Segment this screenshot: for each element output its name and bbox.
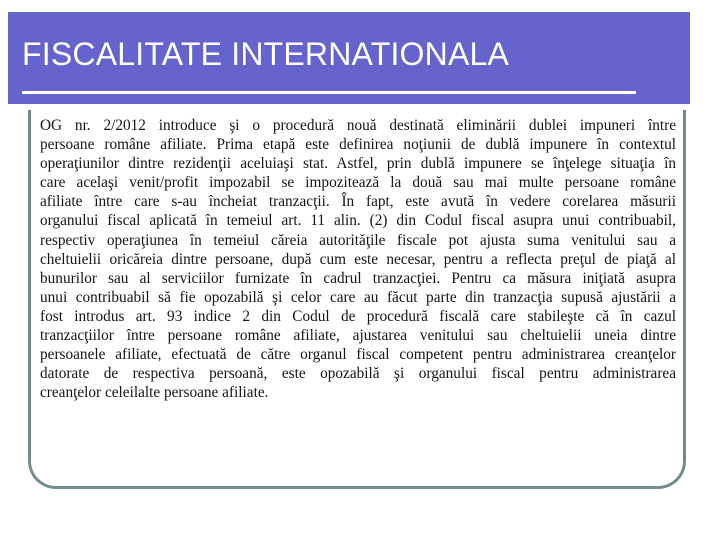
page-title: FISCALITATE INTERNATIONALA	[22, 36, 510, 72]
document-body	[40, 116, 676, 402]
body-line: fost introdus art. 93 indice 2 din Codul de procedură fiscală care stabileşte că în cazul	[40, 307, 676, 325]
body-line: care acelaşi venit/profit impozabil se impozitează la două sau mai multe persoane române	[40, 174, 676, 192]
body-line: bunurilor sau al serviciilor furnizate în cadrul tranzacţiei. Pentru ca măsura iniţiată asupra	[40, 269, 676, 287]
body-line: persoanele afiliate, efectuată de către organul fiscal competent pentru administrarea creanţelor	[40, 346, 676, 364]
body-line: afiliate între care s-au încheiat tranzacţii. În fapt, este avută în vedere corelarea măsurii	[40, 193, 676, 211]
body-line: unui contribuabil să fie opozabilă şi celor care au făcut parte din tranzacţia supusă ajustării a	[40, 288, 676, 306]
body-line: persoane române afiliate. Prima etapă este definirea noţiunii de dublă impunere în contextul	[40, 136, 676, 154]
body-line: datorate de respectiva persoană, este opozabilă şi organului fiscal pentru administrarea	[40, 365, 676, 383]
body-line: cheltuielii oricăreia dintre persoane, după cum este necesar, pentru a reflecta preţul de piaţă al	[40, 250, 676, 268]
body-line: organului fiscal aplicată în temeiul art. 11 alin. (2) din Codul fiscal asupra unui contribuabil,	[40, 212, 676, 230]
body-line: creanţelor celeilalte persoane afiliate.	[40, 384, 269, 402]
body-line: operaţiunilor dintre rezidenţii aceluiaşi stat. Astfel, prin dublă impunere se înţelege situaţia în	[40, 155, 676, 173]
body-line: OG nr. 2/2012 introduce şi o procedură nouă destinată eliminării dublei impuneri între	[40, 117, 676, 134]
body-line: respectiv operaţiunea în temeiul căreia autorităţile fiscale pot ajusta suma venitului sau a	[40, 231, 676, 249]
body-line: tranzacţiilor între persoane române afiliate, ajustarea venitului sau cheltuielii uneia dintre	[40, 327, 676, 345]
title-underline	[22, 91, 636, 94]
